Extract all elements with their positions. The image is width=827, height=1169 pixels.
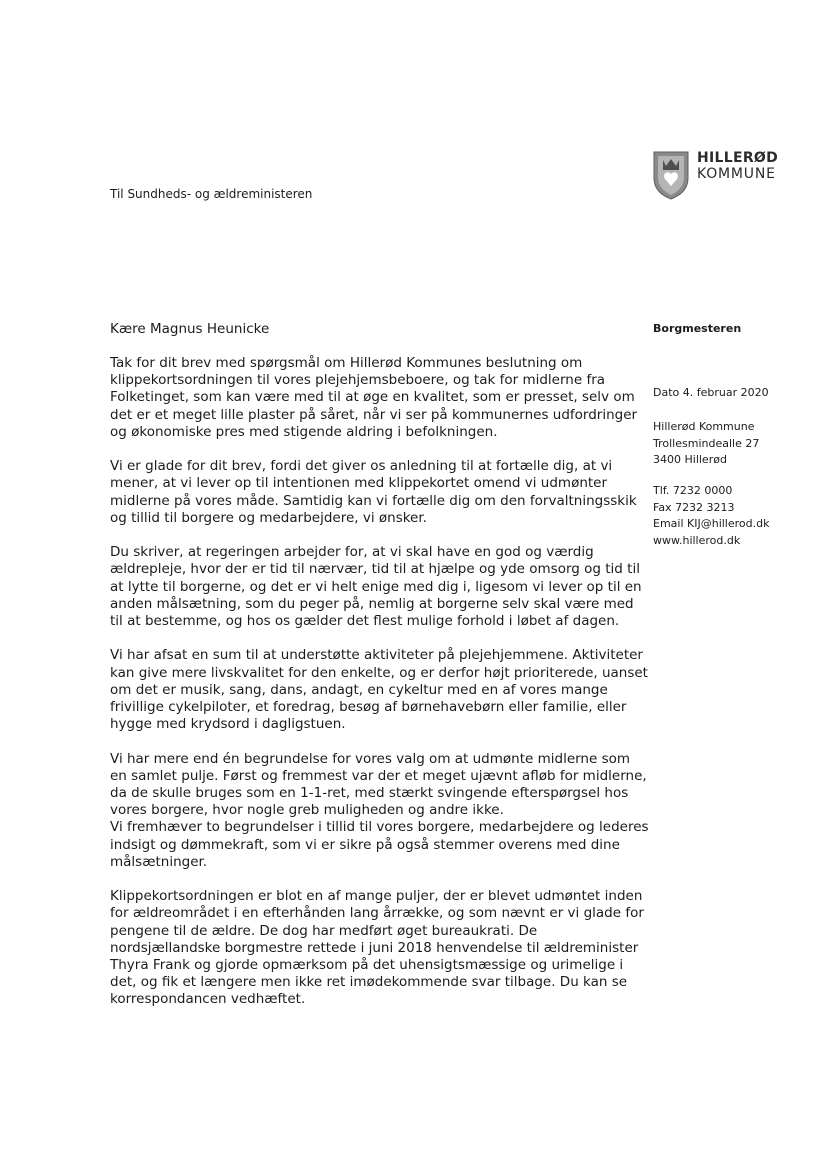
address-line: 3400 Hillerød — [653, 453, 727, 466]
address-line: Trollesmindealle 27 — [653, 436, 760, 450]
logo-line-1: HILLERØD — [697, 150, 779, 166]
address-line: Hillerød Kommune — [653, 420, 755, 433]
letter-body — [110, 355, 650, 1026]
municipality-logo — [652, 148, 782, 202]
body-paragraph: Du skriver, at regeringen arbejder for, at vi skal have en god og værdig ældrepleje, hvor der er tid til nærvær, tid til at hjælpe og yde omsorg og tid til at lytte til borgerne, og det er vi helt enige med dig i, ligesom vi lever op til en anden målsætning, som du peger på, nemlig at borgerne selv skal være med til at bestemme, og hos os gælder det flest mulige forhold i løbet af dagen. — [110, 544, 642, 630]
sender-contact — [653, 483, 769, 549]
sender-address — [653, 419, 759, 469]
letter-date: Dato 4. februar 2020 — [653, 386, 769, 399]
logo-wordmark — [697, 150, 778, 182]
salutation: Kære Magnus Heunicke — [110, 321, 270, 337]
crest-icon — [652, 148, 690, 200]
body-paragraph: Tak for dit brev med spørgsmål om Hillerød Kommunes beslutning om klippekortsordningen til vores plejehjemsbeboere, og tak for midlerne fra Folketinget, som kan være med til at øge en kvalitet, som er presset, selv om det er et meget lille plaster på såret, når vi ser på kommunernes udfordringer og økonomiske pres med stigende aldring i befolkningen. — [110, 355, 638, 440]
logo-line-2: KOMMUNE — [697, 166, 776, 182]
website-address: www.hillerod.dk — [653, 533, 741, 547]
body-paragraph: Vi har mere end én begrundelse for vores valg om at udmønte midlerne som en samlet pulje. Først og fremmest var der et meget ujævnt afløb for midlerne, da de skulle bruges som en 1-1-ret, med stærkt svingende efterspørgsel hos vores borgere, hvor nogle greb muligheden og andre ikke. — [110, 750, 647, 819]
body-paragraph: Vi fremhæver to begrundelser i tillid til vores borgere, medarbejdere og lederes indsigt og dømmekraft, som vi er sikre på også stemmer overens med dine målsætninger. — [110, 819, 649, 870]
body-paragraph: Vi har afsat en sum til at understøtte aktiviteter på plejehjemmene. Aktiviteter kan give mere livskvalitet for den enkelte, og er derfor højt prioriterede, uanset om det er musik, sang, dans, andagt, en cykeltur med en af vores mange frivillige cykelpiloter, et foredrag, besøg af børnehavebørn eller familie, eller hygge med krydsord i dagligstuen. — [110, 647, 648, 733]
email-address: Email KIJ@hillerod.dk — [653, 517, 770, 530]
body-paragraph: Vi er glade for dit brev, fordi det giver os anledning til at fortælle dig, at vi mener, at vi lever op til intentionen med klippekortet omend vi udmønter midlerne på vores måde. Samtidig kan vi fortælle dig om den forvaltningsskik og tillid til borgere og medarbejdere, vi ønsker. — [110, 458, 637, 526]
sidebar-title: Borgmesteren — [653, 322, 742, 335]
phone-number: Tlf. 7232 0000 — [653, 484, 733, 497]
recipient-line: Til Sundheds- og ældreministeren — [110, 187, 313, 201]
body-paragraph: Klippekortsordningen er blot en af mange puljer, der er blevet udmøntet inden for ældreområdet i en efterhånden lang årrække, og som nævnt er vi glade for pengene til de ældre. De dog har medført øget bureaukrati. De nordsjællandske borgmestre rettede i juni 2018 henvendelse til ældreminister Thyra Frank og gjorde opmærksom på det uhensigtsmæssige og urimelige i det, og fik et længere men ikke ret imødekommende svar tilbage. Du kan se korrespondancen vedhæftet. — [110, 888, 644, 1008]
fax-number: Fax 7232 3213 — [653, 500, 735, 514]
